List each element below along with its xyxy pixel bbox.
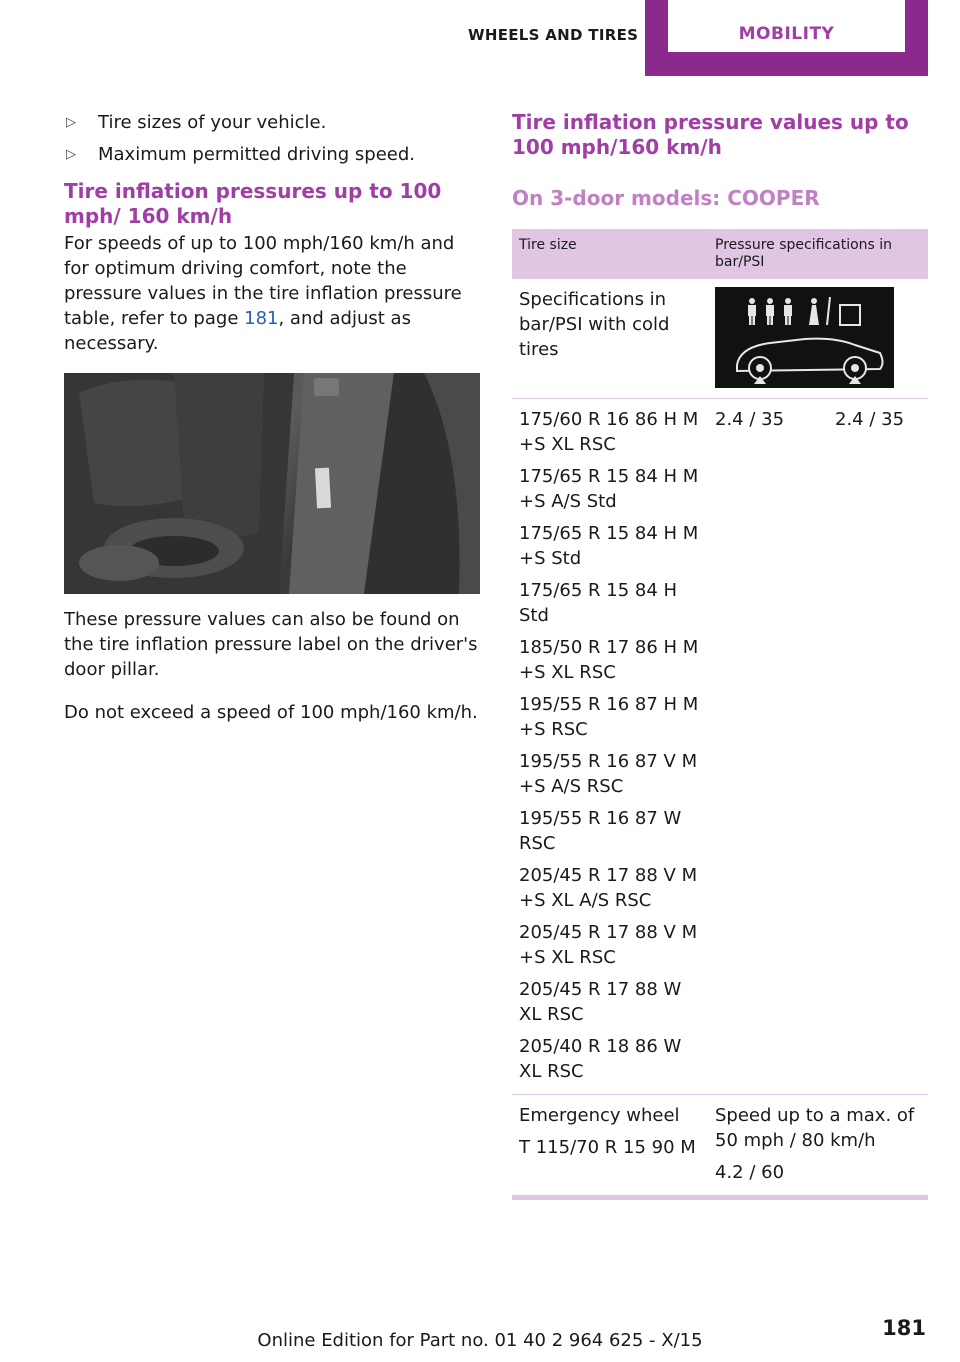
table-section-heading: Tire inflation pressure values up to 100 mph/160 km/h	[512, 110, 909, 159]
page-reference-link[interactable]: 181	[244, 308, 279, 329]
tire-size: 175/65 R 15 84 H M +S Std	[519, 523, 699, 569]
tire-size: 185/50 R 17 86 H M +S XL RSC	[519, 637, 699, 683]
tire-size: 175/65 R 15 84 H M +S A/S Std	[519, 466, 699, 512]
list-item: ▷ Maximum permitted driving speed.	[66, 144, 416, 165]
table-row	[512, 399, 928, 1095]
table-row	[512, 1095, 928, 1196]
spec-label-cell: Specifications in bar/PSI with cold tires	[512, 279, 708, 399]
section-heading: Tire inflation pressures up to 100 mph/ 160 km/h	[64, 179, 442, 228]
list-item: ▷ Tire sizes of your vehicle.	[66, 112, 327, 133]
tire-size: 205/45 R 17 88 V M +S XL A/S RSC	[519, 865, 698, 911]
right-column	[512, 110, 928, 1200]
table-header-row	[512, 229, 928, 279]
table-row	[512, 279, 928, 399]
tire-size: 205/45 R 17 88 V M +S XL RSC	[519, 922, 698, 968]
tire-size: 205/45 R 17 88 W XL RSC	[519, 979, 682, 1025]
car-interior-illustration	[64, 373, 480, 594]
emergency-wheel-size: T 115/70 R 15 90 M	[519, 1137, 696, 1158]
tire-size: 195/55 R 16 87 W RSC	[519, 808, 682, 854]
emergency-speed-note: Speed up to a max. of 50 mph / 80 km/h	[715, 1105, 915, 1151]
bullet-triangle-icon: ▷	[66, 115, 76, 130]
emergency-pressure-cell	[708, 1095, 928, 1196]
label-location-paragraph: These pressure values can also be found on the tire inflation pressure label on the driver's door pillar.	[64, 609, 478, 680]
column-header-pressure: Pressure specifications in bar/PSI	[708, 229, 928, 279]
edition-footer: Online Edition for Part no. 01 40 2 964 625 - X/15	[257, 1330, 703, 1351]
chapter-tab-label: MOBILITY	[738, 24, 835, 44]
load-condition-icon	[715, 287, 894, 388]
speed-warning-paragraph: Do not exceed a speed of 100 mph/160 km/h.	[64, 702, 478, 723]
tire-size-list-cell	[512, 399, 708, 1095]
emergency-wheel-cell	[512, 1095, 708, 1196]
bullet-triangle-icon: ▷	[66, 147, 76, 162]
column-header-tire-size: Tire size	[512, 229, 708, 279]
chapter-tab[interactable]	[668, 0, 905, 52]
bullet-list	[64, 110, 480, 167]
running-header-section: WHEELS AND TIRES	[468, 26, 639, 44]
tire-pressure-table	[512, 229, 928, 1195]
rear-pressure-cell: 2.4 / 35	[828, 399, 928, 1095]
intro-paragraph: For speeds of up to 100 mph/160 km/h and for optimum driving comfort, note the pressure values in the tire inflation pressure table, refer to page 181, and adjust as necessary.	[64, 233, 462, 354]
door-pillar-photo	[64, 373, 480, 594]
tire-size: 175/60 R 16 86 H M +S XL RSC	[519, 409, 699, 455]
tire-size: 195/55 R 16 87 V M +S A/S RSC	[519, 751, 698, 797]
table-bottom-rule	[512, 1195, 928, 1200]
page-number: 181	[882, 1316, 926, 1340]
tire-size: 205/40 R 18 86 W XL RSC	[519, 1036, 682, 1082]
front-pressure-cell: 2.4 / 35	[708, 399, 828, 1095]
left-column	[64, 110, 480, 725]
model-subheading: On 3-door models: COOPER	[512, 186, 820, 210]
load-diagram-cell	[708, 279, 928, 399]
tire-size: 175/65 R 15 84 H Std	[519, 580, 678, 626]
emergency-pressure-value: 4.2 / 60	[715, 1162, 785, 1183]
tire-size: 195/55 R 16 87 H M +S RSC	[519, 694, 699, 740]
emergency-wheel-label: Emergency wheel	[519, 1105, 680, 1126]
